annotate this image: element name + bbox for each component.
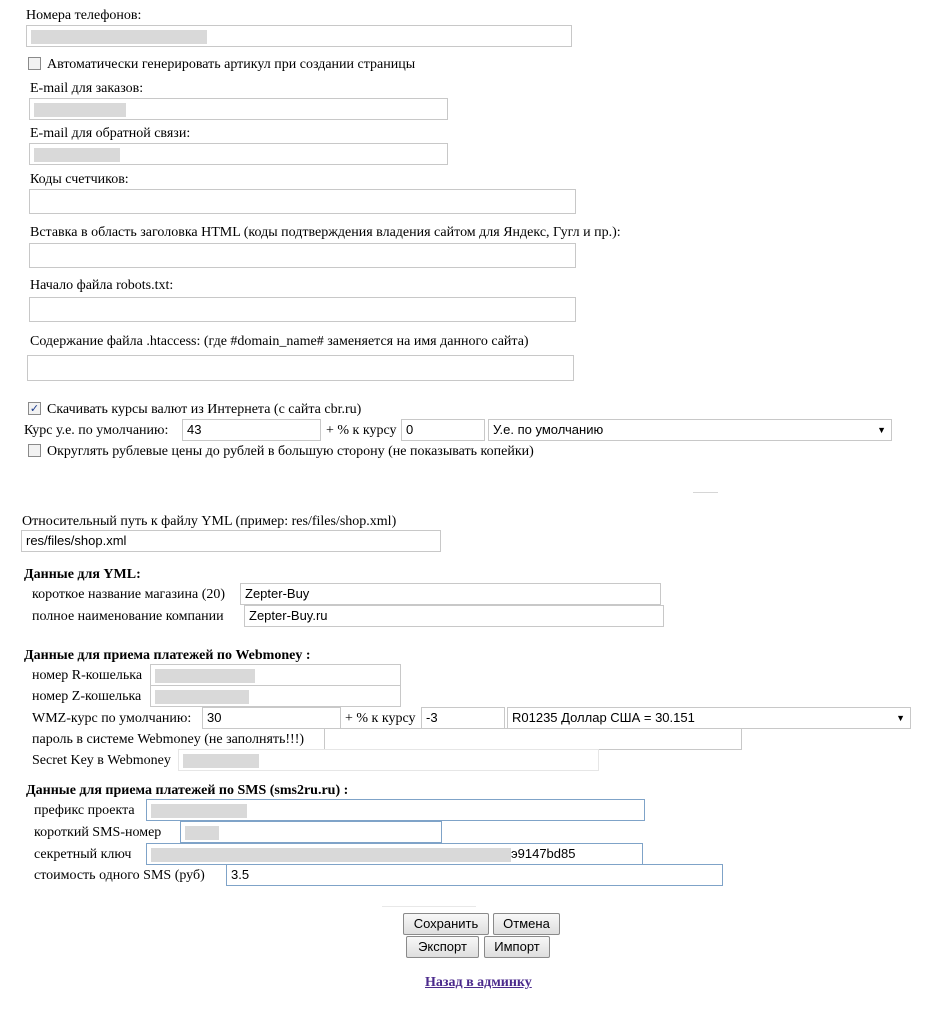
yml-short-name-label: короткое название магазина (20): [32, 587, 226, 602]
webmoney-section-title: Данные для приема платежей по Webmoney :: [24, 648, 311, 663]
z-wallet-label: номер Z-кошелька: [32, 689, 142, 704]
import-button[interactable]: Импорт: [484, 936, 550, 958]
robots-input[interactable]: [29, 297, 576, 322]
r-wallet-label: номер R-кошелька: [32, 668, 143, 683]
percent-label: + % к курсу: [326, 423, 397, 438]
r-wallet-input[interactable]: [150, 664, 401, 686]
download-rates-label: Скачивать курсы валют из Интернета (с сайта cbr.ru): [47, 402, 362, 417]
htaccess-input[interactable]: [27, 355, 574, 381]
sms-prefix-label: префикс проекта: [34, 803, 135, 818]
auto-article-label: Автоматически генерировать артикул при создании страницы: [47, 57, 416, 72]
sms-price-input[interactable]: 3.5: [226, 864, 723, 886]
yml-path-input[interactable]: res/files/shop.xml: [21, 530, 441, 552]
save-button[interactable]: Сохранить: [403, 913, 489, 935]
head-insert-input[interactable]: [29, 243, 576, 268]
cancel-button[interactable]: Отмена: [493, 913, 560, 935]
divider: [382, 906, 476, 907]
sms-prefix-input[interactable]: [146, 799, 645, 821]
auto-article-checkbox[interactable]: [28, 57, 41, 70]
wm-password-label: пароль в системе Webmoney (не заполнять!!!): [32, 732, 305, 747]
email-orders-input[interactable]: [29, 98, 448, 120]
head-insert-label: Вставка в область заголовка HTML (коды подтверждения владения сайтом для Яндекс, Гугл и пр.):: [30, 225, 621, 240]
redacted-value: [34, 103, 126, 117]
redacted-value: [31, 30, 207, 44]
default-rate-input[interactable]: 43: [182, 419, 321, 441]
wmz-rate-label: WMZ-курс по умолчанию:: [32, 711, 192, 726]
redacted-value: [155, 690, 249, 704]
phones-label: Номера телефонов:: [26, 8, 142, 23]
redacted-value: [151, 848, 511, 862]
sms-price-label: стоимость одного SMS (руб): [34, 868, 205, 883]
back-to-admin-link-wrapper: [425, 975, 532, 991]
round-prices-label: Округлять рублевые цены до рублей в большую сторону (не показывать копейки): [47, 444, 534, 459]
sms-short-number-input[interactable]: [180, 821, 442, 843]
percent-input[interactable]: 0: [401, 419, 485, 441]
wm-secret-key-label: Secret Key в Webmoney: [32, 753, 171, 768]
export-button[interactable]: Экспорт: [406, 936, 479, 958]
robots-label: Начало файла robots.txt:: [30, 278, 174, 293]
yml-full-name-label: полное наименование компании: [32, 609, 224, 624]
wmz-rate-input[interactable]: 30: [202, 707, 341, 729]
default-rate-label: Курс у.е. по умолчанию:: [24, 423, 169, 438]
currency-select[interactable]: [488, 419, 892, 441]
sms-section-title: Данные для приема платежей по SMS (sms2ru.ru) :: [26, 783, 349, 798]
divider: [693, 492, 718, 493]
z-wallet-input[interactable]: [150, 685, 401, 707]
download-rates-checkbox[interactable]: ✓: [29, 402, 40, 415]
wmz-percent-input[interactable]: -3: [421, 707, 505, 729]
chevron-down-icon: ▼: [896, 713, 905, 723]
chevron-down-icon: ▼: [877, 425, 886, 435]
round-prices-checkbox[interactable]: [28, 444, 41, 457]
yml-short-name-input[interactable]: Zepter-Buy: [240, 583, 661, 605]
email-feedback-label: E-mail для обратной связи:: [30, 126, 191, 141]
redacted-value: [155, 669, 255, 683]
phones-input[interactable]: [26, 25, 572, 47]
redacted-value: [185, 826, 219, 840]
back-to-admin-link[interactable]: Назад в админку: [425, 975, 532, 990]
sms-secret-key-input[interactable]: [146, 843, 643, 865]
counters-input[interactable]: [29, 189, 576, 214]
redacted-value: [34, 148, 120, 162]
wmz-percent-label: + % к курсу: [345, 711, 416, 726]
email-feedback-input[interactable]: [29, 143, 448, 165]
wmz-currency-select-value: R01235 Доллар США = 30.151: [512, 710, 695, 725]
wm-secret-key-input[interactable]: [178, 749, 599, 771]
yml-full-name-input[interactable]: Zepter-Buy.ru: [244, 605, 664, 627]
sms-secret-key-label: секретный ключ: [34, 847, 132, 862]
yml-path-label: Относительный путь к файлу YML (пример: res/files/shop.xml): [22, 514, 397, 529]
yml-section-title: Данные для YML:: [24, 567, 141, 582]
email-orders-label: E-mail для заказов:: [30, 81, 144, 96]
sms-short-number-label: короткий SMS-номер: [34, 825, 162, 840]
htaccess-label: Содержание файла .htaccess: (где #domain_name# заменяется на имя данного сайта): [30, 334, 529, 349]
counters-label: Коды счетчиков:: [30, 172, 129, 187]
wmz-currency-select[interactable]: [507, 707, 911, 729]
redacted-value: [151, 804, 247, 818]
redacted-value: [183, 754, 259, 768]
currency-select-value: У.е. по умолчанию: [493, 422, 604, 437]
sms-secret-key-tail: э9147bd85: [511, 846, 576, 861]
wm-password-input[interactable]: [324, 728, 742, 750]
